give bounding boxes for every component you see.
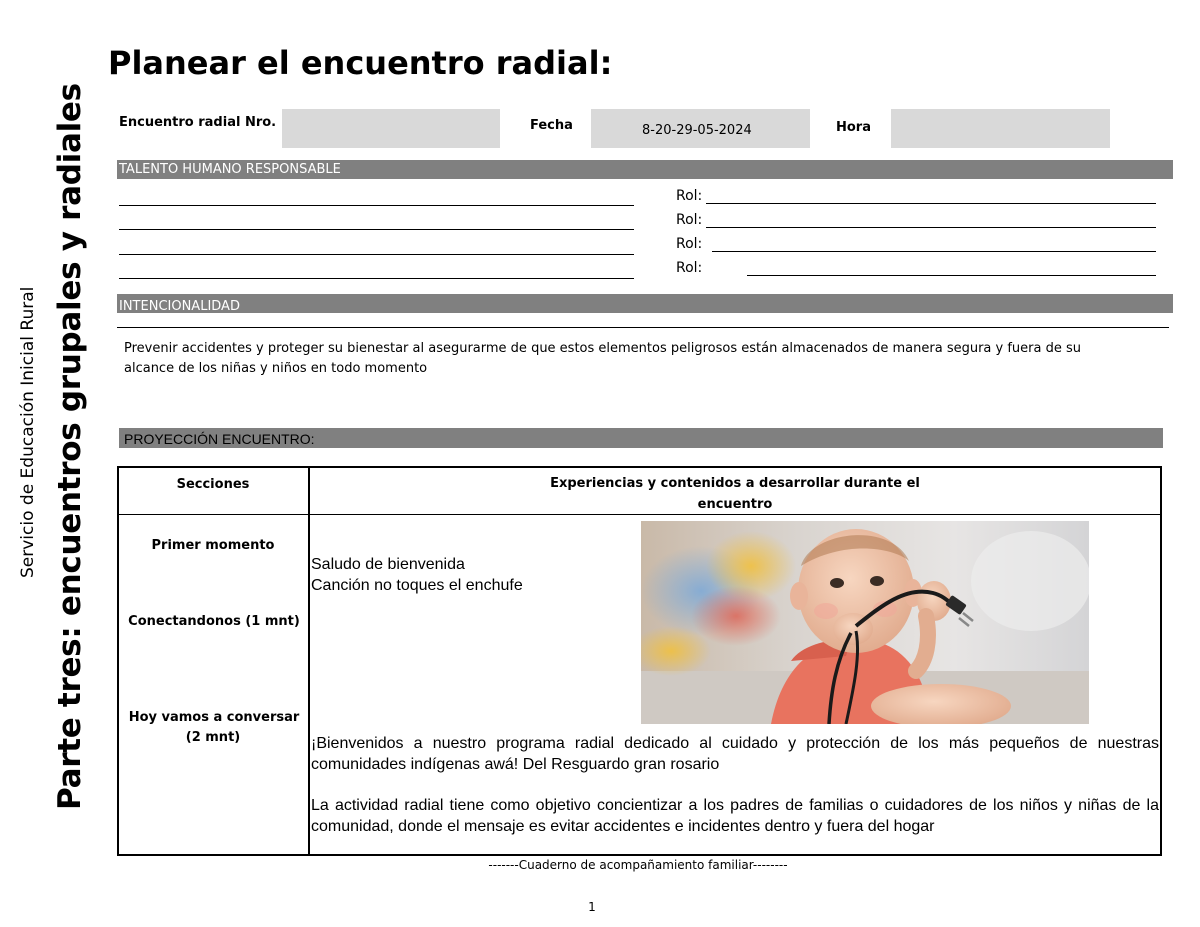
moment-conectandonos: Conectandonos (1 mnt)	[128, 614, 300, 629]
moment-primer: Primer momento	[151, 538, 275, 553]
intencionalidad-text: Prevenir accidentes y proteger su bienestar al asegurarme de que estos elementos peligrosos están almacenados de manera segura y fuera de su alcance de los niñas y niños en todo momento	[124, 341, 1081, 376]
sidebar-title: Parte tres: encuentros grupales y radiales	[52, 83, 88, 810]
sidebar-subtitle: Servicio de Educación Inicial Rural	[18, 286, 38, 578]
table-column-divider	[308, 466, 310, 856]
intencionalidad-heading: INTENCIONALIDAD	[117, 294, 1173, 313]
rol-label-4: Rol:	[676, 260, 703, 276]
rol-label-3: Rol:	[676, 236, 703, 252]
encuentro-label: Encuentro radial Nro.	[119, 115, 277, 130]
rol-label-2: Rol:	[676, 212, 703, 228]
content-cancion: Canción no toques el enchufe	[311, 577, 523, 594]
rol-line-3	[712, 251, 1156, 252]
hora-label: Hora	[836, 120, 871, 135]
content-saludo: Saludo de bienvenida	[311, 556, 465, 573]
name-line-3	[119, 254, 634, 255]
col-experiencias-line2: encuentro	[697, 497, 773, 512]
rol-line-2	[706, 227, 1156, 228]
page-title: Planear el encuentro radial:	[108, 44, 613, 82]
moment-conversar-time: (2 mnt)	[185, 730, 241, 745]
fecha-label: Fecha	[530, 118, 573, 133]
rol-label-1: Rol:	[676, 188, 703, 204]
col-experiencias-line1: Experiencias y contenidos a desarrollar durante el	[550, 476, 920, 491]
name-line-2	[119, 229, 634, 230]
fecha-field[interactable]	[591, 109, 810, 148]
content-paragraph-2: La actividad radial tiene como objetivo concientizar a los padres de familias o cuidadores de los niños y niñas de la comunidad, donde el mensaje es evitar accidentes e incidentes dentro y fuera del hogar	[311, 797, 1159, 835]
name-line-4	[119, 278, 634, 279]
fecha-value: 8-20-29-05-2024	[642, 123, 752, 138]
rol-line-4	[747, 275, 1156, 276]
proyeccion-heading: PROYECCIÓN ENCUENTRO:	[119, 428, 1163, 448]
content-paragraph-1: ¡Bienvenidos a nuestro programa radial dedicado al cuidado y protección de los más pequeños de nuestras comunidades indígenas awá! Del Resguardo gran rosario	[311, 735, 1159, 773]
rol-line-1	[706, 203, 1156, 204]
col-secciones: Secciones	[176, 477, 250, 492]
baby-plug-illustration	[641, 521, 1089, 724]
baby-plug-photo	[641, 521, 1089, 724]
hora-field[interactable]	[891, 109, 1110, 148]
encuentro-field[interactable]	[282, 109, 500, 148]
name-line-1	[119, 205, 634, 206]
footer-caption: -------Cuaderno de acompañamiento familiar--------	[488, 858, 788, 872]
table-header-divider	[117, 514, 1162, 515]
moment-conversar: Hoy vamos a conversar	[128, 710, 300, 725]
talento-heading: TALENTO HUMANO RESPONSABLE	[117, 160, 1173, 179]
intencionalidad-divider	[117, 327, 1169, 328]
page-number: 1	[588, 900, 596, 914]
